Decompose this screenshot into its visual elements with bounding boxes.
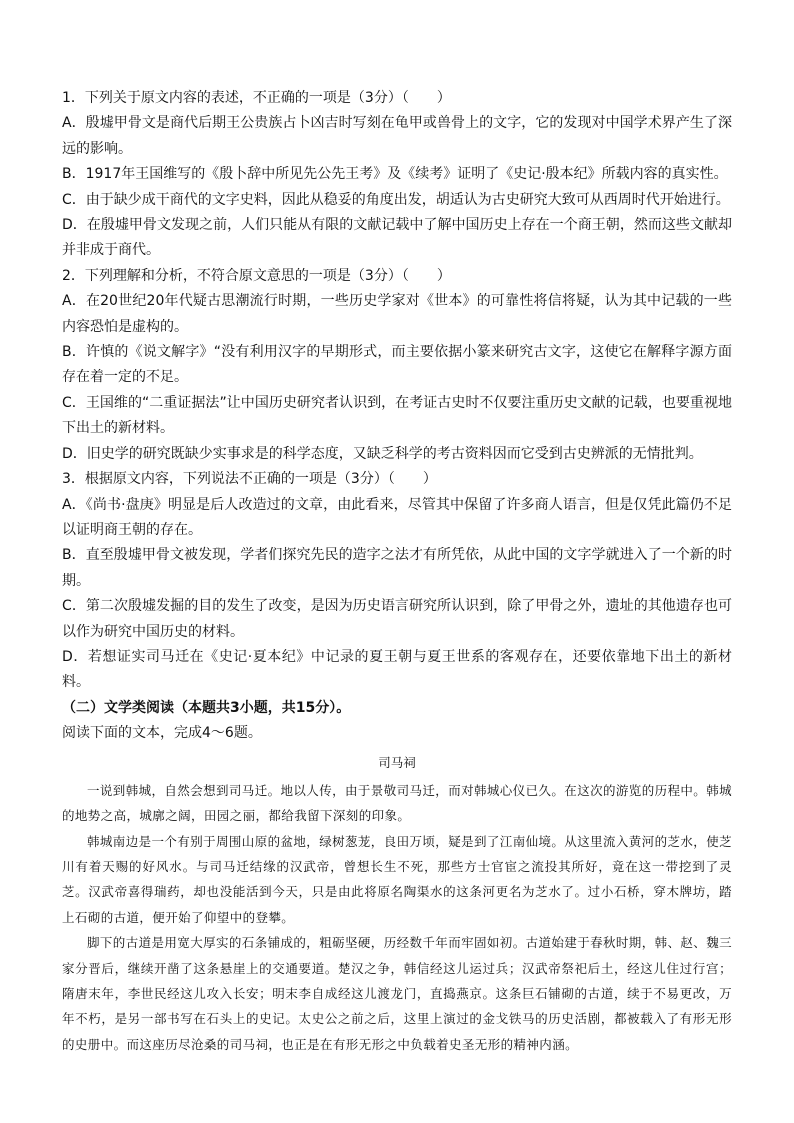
option-b: B．许慎的《说文解字》“没有利用汉字的早期形式，而主要依据小篆来研究古文字，这使它在解释字源方面存在着一定的不足。 xyxy=(62,344,732,386)
question-stem: 3．根据原文内容，下列说法不正确的一项是（3分）（ ） xyxy=(62,471,437,488)
exam-content xyxy=(62,86,732,1057)
question-stem: 2．下列理解和分析，不符合原文意思的一项是（3分）（ ） xyxy=(62,267,451,284)
passage-paragraph-1: 一说到韩城，自然会想到司马迁。地以人传，由于景敬司马迁，而对韩城心仪已久。在这次的游览的历程中。韩城的地势之高，城廓之阔，田园之丽，都给我留下深刻的印象。 xyxy=(62,782,733,824)
passage-title: 司马祠 xyxy=(378,754,416,770)
reading-passage xyxy=(62,750,732,1057)
option-d: D．旧史学的研究既缺少实事求是的科学态度，又缺乏科学的考古资料因而它受到古史辨派的无情批判。 xyxy=(62,445,703,462)
option-a: A．在20世纪20年代疑古思潮流行时期，一些历史学家对《世本》的可靠性将信将疑，认为其中记载的一些内容恐怕是虚构的。 xyxy=(62,293,732,335)
question-2 xyxy=(62,264,732,467)
option-c: C．由于缺少成干商代的文字史料，因此从稳妥的角度出发，胡适认为古史研究大致可从西周时代开始进行。 xyxy=(62,191,730,208)
option-d: D．在殷墟甲骨文发现之前，人们只能从有限的文献记载中了解中国历史上存在一个商王朝，然而这些文献却并非成于商代。 xyxy=(62,217,732,259)
section-heading: （二）文学类阅读（本题共3小题，共15分）。 xyxy=(62,699,351,716)
passage-paragraph-2: 韩城南边是一个有别于周围山原的盆地，绿树葱茏，良田万顷，疑是到了江南仙境。从这里流入黄河的芝水，使芝川有着天赐的好风水。与司马迁结缘的汉武帝，曾想长生不死，那些方士官宦之流投其所好，竟在这一带挖到了灵芝。汉武帝喜得瑞药，却也没能活到今天，只是由此将原名陶渠水的这条河更名为芝水了。过小石桥，穿木牌坊，踏上石砌的古道，便开始了仰望中的登攀。 xyxy=(62,833,733,925)
section-instruction: 阅读下面的文本，完成4～6题。 xyxy=(62,724,262,741)
question-3 xyxy=(62,467,732,696)
option-b: B．1917年王国维写的《殷卜辞中所见先公先王考》及《续考》证明了《史记·殷本纪》所载内容的真实性。 xyxy=(62,166,728,183)
option-a: A．《尚书·盘庚》明显是后人改造过的文章，由此看来，尽管其中保留了许多商人语言，但是仅凭此篇仍不足以证明商王朝的存在。 xyxy=(62,496,732,538)
option-d: D．若想证实司马迁在《史记·夏本纪》中记录的夏王朝与夏王世系的客观存在，还要依靠地下出土的新材料。 xyxy=(62,648,732,691)
option-c: C．王国维的“二重证据法”让中国历史研究者认识到，在考证古史时不仅要注重历史文献的记载，也要重视地下出土的新材料。 xyxy=(62,394,732,437)
question-stem: 1．下列关于原文内容的表述，不正确的一项是（3分）（ ） xyxy=(62,90,451,106)
option-b: B．直至殷墟甲骨文被发现，学者们探究先民的造字之法才有所凭依，从此中国的文字学就进入了一个新的时期。 xyxy=(62,547,732,589)
passage-paragraph-3: 脚下的古道是用宽大厚实的石条铺成的，粗砺坚硬，历经数千年而牢固如初。古道始建于春秋时期，韩、赵、魏三家分晋后，继续开凿了这条悬崖上的交通要道。楚汉之争，韩信经这儿运过兵；汉武帝祭祀后土，经这儿住过行宫；隋唐末年，李世民经这儿攻入长安；明末李自成经这儿渡龙门，直捣燕京。这条巨石铺砌的古道，续于不易更改，万年不朽，是另一部书写在石头上的史记。太史公之前之后，这里上演过的金戈铁马的历史活剧，都被载入了有形无形的史册中。而这座历尽沧桑的司马祠，也正是在有形无形之中负载着史圣无形的精神内涵。 xyxy=(62,935,733,1052)
option-a: A．殷墟甲骨文是商代后期王公贵族占卜凶吉时写刻在龟甲或兽骨上的文字，它的发现对中国学术界产生了深远的影响。 xyxy=(62,115,732,157)
question-1 xyxy=(62,86,732,264)
option-c: C．第二次殷墟发掘的目的发生了改变，是因为历史语言研究所认识到，除了甲骨之外，遗址的其他遗存也可以作为研究中国历史的材料。 xyxy=(62,598,732,640)
